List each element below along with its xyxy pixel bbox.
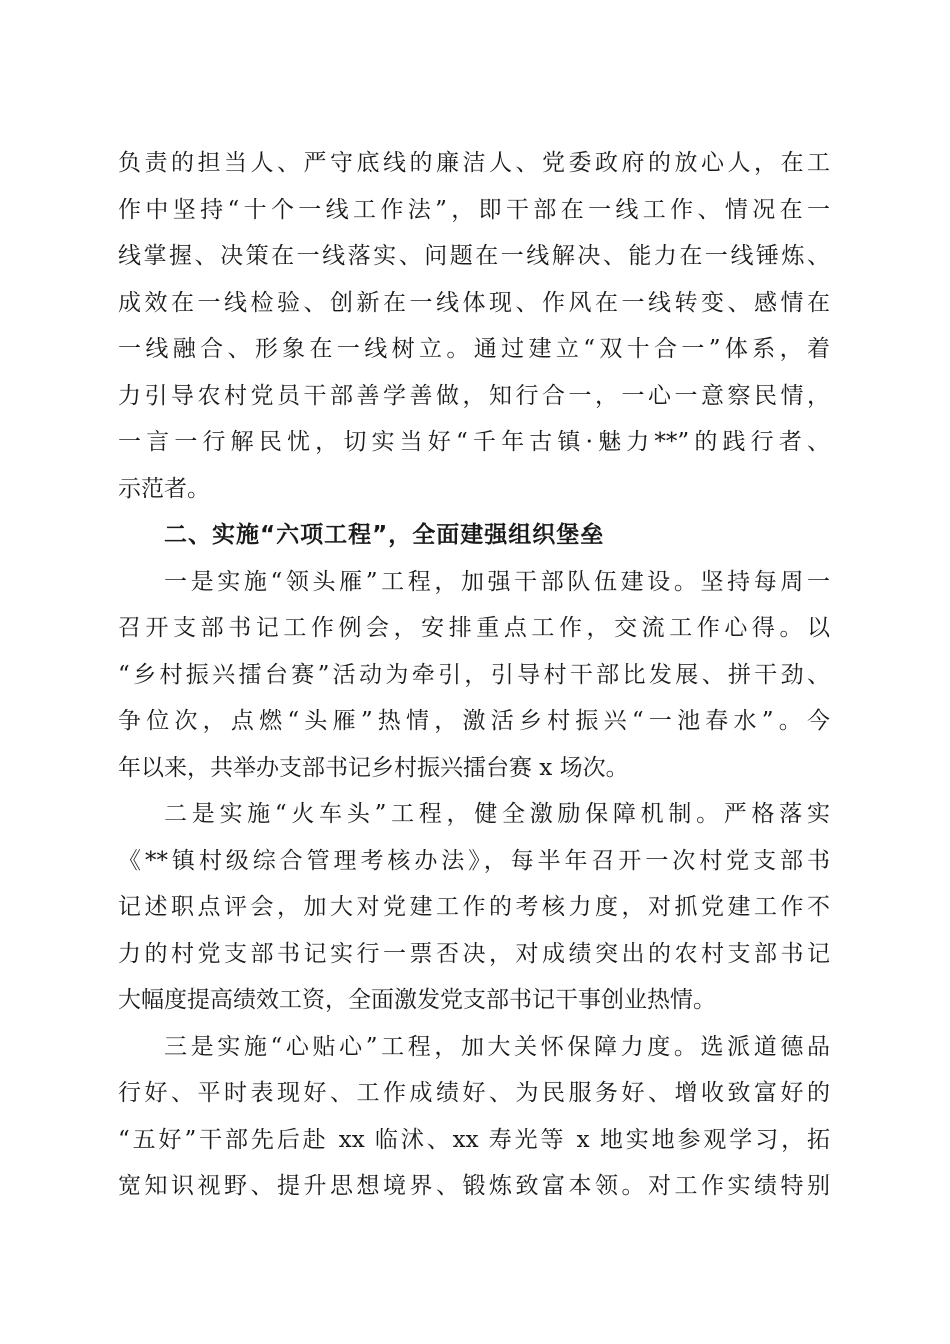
text-line: 一言一行解民忧，切实当好“千年古镇·魅力**”的践行者、 — [118, 429, 830, 455]
text-line: 力引导农村党员干部善学善做，知行合一，一心一意察民情， — [118, 382, 830, 409]
text-line: 争位次，点燃“头雁”热情，激活乡村振兴“一池春水”。今 — [118, 708, 830, 734]
text-line: 大幅度提高绩效工资，全面激发党支部书记干事创业热情。 — [118, 987, 716, 1013]
text-line: 一线融合、形象在一线树立。通过建立“双十合一”体系，着 — [118, 336, 830, 362]
text-line: 负责的担当人、严守底线的廉洁人、党委政府的放心人，在工 — [118, 150, 830, 176]
text-line: 力的村党支部书记实行一票否决，对成绩突出的农村支部书记 — [118, 940, 830, 967]
text-line: 成效在一线检验、创新在一线体现、作风在一线转变、感情在 — [118, 289, 830, 316]
text-line: 三是实施“心贴心”工程，加大关怀保障力度。选派道德品 — [164, 1033, 830, 1060]
text-line: 《**镇村级综合管理考核办法》，每半年召开一次村党支部书 — [118, 847, 830, 874]
text-line: 作中坚持“十个一线工作法”，即干部在一线工作、情况在一 — [118, 196, 830, 223]
text-line: 二是实施“火车头”工程，健全激励保障机制。严格落实 — [164, 801, 830, 827]
text-line: 召开支部书记工作例会，安排重点工作，交流工作心得。以 — [118, 615, 830, 641]
text-line: 记述职点评会，加大对党建工作的考核力度，对抓党建工作不 — [118, 894, 830, 920]
text-line: 宽知识视野、提升思想境界、锻炼致富本领。对工作实绩特别 — [118, 1173, 830, 1199]
text-line: “乡村振兴擂台赛”活动为牵引，引导村干部比发展、拼干劲、 — [118, 661, 830, 688]
text-line: 示范者。 — [118, 475, 210, 502]
text-line: 行好、平时表现好、工作成绩好、为民服务好、增收致富好的 — [118, 1080, 830, 1106]
text-line: 年以来，共举办支部书记乡村振兴擂台赛 x 场次。 — [118, 754, 629, 781]
text-line: 线掌握、决策在一线落实、问题在一线解决、能力在一线锤炼、 — [118, 243, 830, 269]
section-heading: 二、实施“六项工程”，全面建强组织堡垒 — [164, 522, 605, 548]
document-body — [118, 140, 830, 1210]
text-line: “五好”干部先后赴 xx 临沭、xx 寿光等 x 地实地参观学习，拓 — [118, 1126, 830, 1153]
text-line: 一是实施“领头雁”工程，加强干部队伍建设。坚持每周一 — [164, 568, 830, 595]
